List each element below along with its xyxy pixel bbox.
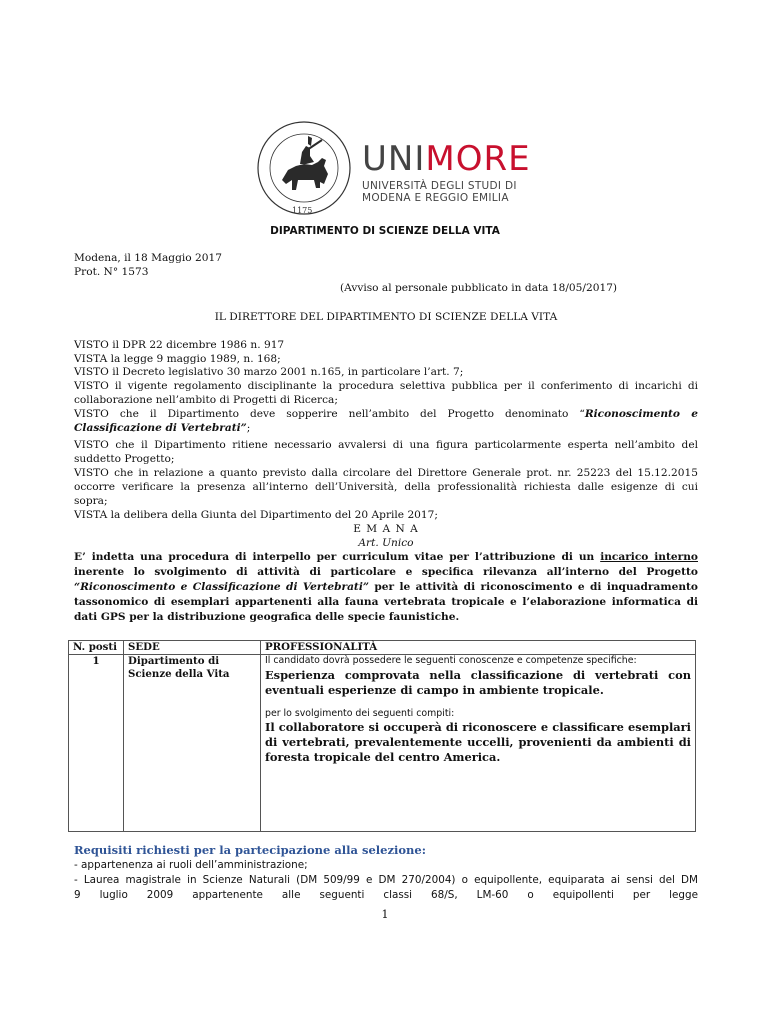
visto-line-5b (74, 422, 698, 435)
place-date: Modena, il 18 Maggio 2017 (74, 252, 222, 264)
visto-line-5a (74, 408, 698, 421)
requirement-1: - appartenenza ai ruoli dell’amministrazione; (74, 859, 308, 871)
visto-line-3: VISTO il Decreto legislativo 30 marzo 2001 n.165, in particolare l’art. 7; (74, 366, 464, 378)
emana-p1-text: E’ indetta una procedura di interpello per curriculum vitae per l’attribuzione di un (74, 551, 601, 563)
visto-5a-text: VISTO che il Dipartimento deve sopperire nell’ambito del Progetto denominato “ (74, 408, 585, 420)
visto-line-8: VISTA la delibera della Giunta del Dipartimento del 20 Aprile 2017; (74, 509, 438, 521)
table-header-row (69, 641, 696, 655)
department-heading: DIPARTIMENTO DI SCIENZE DELLA VITA (270, 225, 500, 237)
skills-text: Esperienza comprovata nella classificazione di vertebrati con eventuali esperienze di campo in ambiente tropicale. (265, 667, 691, 697)
cell-sede: Dipartimento di Scienze della Vita (124, 655, 261, 832)
director-heading: IL DIRETTORE DEL DIPARTIMENTO DI SCIENZE DELLA VITA (214, 311, 558, 323)
emana-para-line-5: dati GPS per la distribuzione geografica delle specie faunistiche. (74, 611, 460, 623)
emana-para-line-4: tassonomico di esemplari appartenenti alla fauna vertebrata tropicale e l’elaborazione informatica di (74, 596, 698, 608)
table-row (69, 655, 696, 832)
visto-line-2: VISTA la legge 9 maggio 1989, n. 168; (74, 353, 281, 365)
visto-line-7c: sopra; (74, 495, 108, 507)
project-name-part1: Riconoscimento e (584, 408, 699, 420)
visto-line-1: VISTO il DPR 22 dicembre 1986 n. 917 (74, 339, 285, 351)
brand-more: MORE (425, 139, 531, 179)
emana-p3-text: per le attività di riconoscimento e di inquadramento (368, 581, 698, 593)
publication-notice: (Avviso al personale pubblicato in data 18/05/2017) (340, 282, 618, 294)
emana-para-line-2: inerente lo svolgimento di attività di particolare e specifica rilevanza all’interno del Progetto (74, 566, 698, 578)
tasks-text: Il collaboratore si occuperà di riconoscere e classificare esemplari di vertebrati, prevalentemente uccelli, provenienti da ambienti di foresta tropicale del centro America. (265, 720, 691, 764)
header-professionalita: PROFESSIONALITÀ (261, 641, 696, 655)
visto-line-4a: VISTO il vigente regolamento disciplinante la procedura selettiva pubblica per il conferimento di incarichi di (74, 380, 698, 392)
protocol-number: Prot. N° 1573 (74, 266, 149, 278)
header-posti: N. posti (69, 641, 124, 655)
visto-5b-text: ; (246, 422, 251, 434)
requirement-2a: - Laurea magistrale in Scienze Naturali (DM 509/99 e DM 270/2004) o equipollente, equiparata ai sensi del DM (74, 874, 698, 886)
brand-line-2: MODENA E REGGIO EMILIA (362, 192, 509, 204)
brand-line-1: UNIVERSITÀ DEGLI STUDI DI (362, 180, 517, 192)
brand-wordmark (362, 139, 531, 204)
visto-line-7b: occorre verificare la presenza all’interno dell’Università, della professionalità richiesta dalle esigenze di cui (74, 481, 698, 493)
brand-uni: UNI (362, 139, 426, 179)
emana-para-line-3 (74, 581, 698, 594)
seal-year: 1175 (292, 206, 313, 215)
tasks-intro: per lo svolgimento dei seguenti compiti: (265, 707, 455, 719)
requirements-heading: Requisiti richiesti per la partecipazione alla selezione: (74, 843, 426, 857)
visto-line-4b: collaborazione nell’ambito di Progetti di Ricerca; (74, 394, 338, 406)
visto-line-6a: VISTO che il Dipartimento ritiene necessario avvalersi di una figura particolarmente esperta nell’ambito del (74, 439, 698, 451)
emana-para-line-1 (74, 551, 698, 564)
project-name-part2: Classificazione di Vertebrati” (74, 422, 247, 434)
article-heading: Art. Unico (358, 537, 414, 549)
visto-line-6b: suddetto Progetto; (74, 453, 175, 465)
incarico-interno: incarico interno (600, 551, 698, 563)
header-sede: SEDE (124, 641, 261, 655)
cell-posti: 1 (69, 655, 124, 832)
emana-heading: E M A N A (353, 523, 419, 535)
cell-professionalita (261, 655, 696, 832)
skills-intro: Il candidato dovrà possedere le seguenti conoscenze e competenze specifiche: (265, 655, 637, 666)
position-table (68, 640, 696, 832)
visto-line-7a: VISTO che in relazione a quanto previsto dalla circolare del Direttore Generale prot. nr. 25223 del 15.12.2015 (74, 467, 698, 479)
project-name-quoted: “Riconoscimento e Classificazione di Vertebrati” (74, 581, 369, 593)
page-number: 1 (381, 908, 389, 921)
requirement-2b: 9 luglio 2009 appartenente alle seguenti classi 68/S, LM-60 o equipollenti per legge (74, 889, 698, 901)
unimore-logo (252, 118, 531, 222)
